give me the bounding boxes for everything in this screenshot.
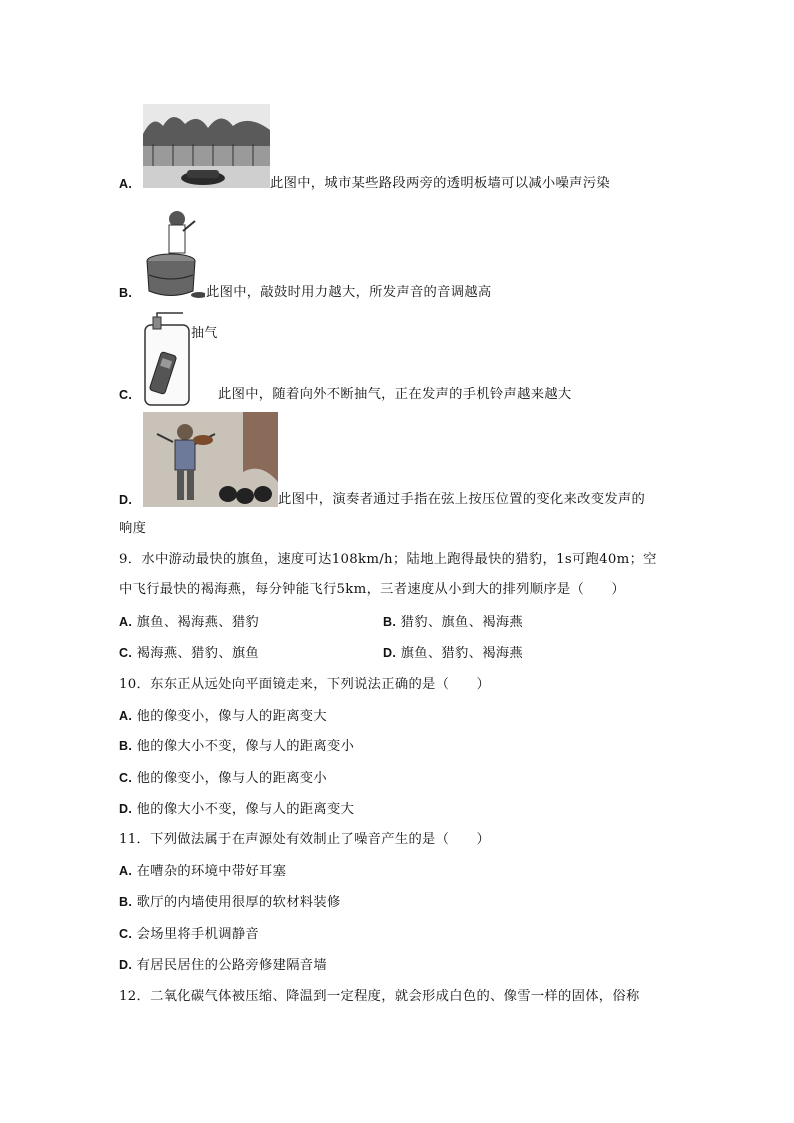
option-a-text: 此图中，城市某些路段两旁的透明板墙可以减小噪声污染	[270, 176, 610, 191]
bell-jar-caption: 抽气	[191, 326, 218, 341]
q11-option-a: 在嘈杂的环境中带好耳塞	[136, 864, 287, 879]
option-label: C.	[119, 388, 133, 402]
option-label: C.	[119, 771, 133, 785]
q9-option-b: 猎豹、旗鱼、褐海燕	[400, 615, 524, 630]
option-label: A.	[119, 615, 133, 629]
option-d-text: 此图中，演奏者通过手指在弦上按压位置的变化来改变发声的	[278, 492, 646, 507]
option-label: B.	[383, 615, 397, 629]
q10-option-d: 他的像大小不变，像与人的距离变大	[136, 802, 355, 817]
q11-option-c: 会场里将手机调静音	[136, 927, 260, 942]
question-11-stem: 11．下列做法属于在声源处有效制止了噪音产生的是（ ）	[119, 832, 491, 847]
option-label: B.	[119, 739, 133, 753]
option-d-text-cont: 响度	[119, 521, 147, 536]
option-label: A.	[119, 709, 133, 723]
question-9-line1: 9．水中游动最快的旗鱼，速度可达108km/h；陆地上跑得最快的猎豹，1s可跑40m；空	[119, 552, 657, 567]
option-label: C.	[119, 646, 133, 660]
question-12-line1: 12．二氧化碳气体被压缩、降温到一定程度，就会形成白色的、像雪一样的固体，俗称	[119, 989, 640, 1004]
option-label: B.	[119, 286, 133, 300]
option-label: B.	[119, 895, 133, 909]
q9-option-c: 褐海燕、猎豹、旗鱼	[136, 646, 260, 661]
option-label: D.	[119, 493, 133, 507]
q10-option-b: 他的像大小不变，像与人的距离变小	[136, 739, 355, 754]
q11-option-d: 有居民居住的公路旁修建隔音墙	[136, 958, 327, 973]
q9-option-a: 旗鱼、褐海燕、猎豹	[136, 615, 260, 630]
option-label: C.	[119, 927, 133, 941]
q11-option-b: 歌厅的内墙使用很厚的软材料装修	[136, 895, 341, 910]
violinist-stage-illustration	[143, 412, 278, 507]
question-10-stem: 10．东东正从远处向平面镜走来，下列说法正确的是（ ）	[119, 677, 491, 692]
bell-jar-phone-illustration	[143, 311, 191, 406]
q10-option-c: 他的像变小，像与人的距离变小	[136, 771, 327, 786]
option-c-text: 此图中，随着向外不断抽气，正在发声的手机铃声越来越大	[218, 387, 572, 402]
option-label: A.	[119, 864, 133, 878]
option-label: D.	[119, 958, 133, 972]
question-9-line2: 中飞行最快的褐海燕，每分钟能飞行5km，三者速度从小到大的排列顺序是（ ）	[119, 582, 625, 597]
road-sound-barrier-photo	[143, 104, 270, 188]
option-label: A.	[119, 177, 133, 191]
drum-player-illustration	[143, 205, 205, 300]
option-label: D.	[119, 802, 133, 816]
q9-option-d: 旗鱼、猎豹、褐海燕	[400, 646, 524, 661]
option-label: D.	[383, 646, 397, 660]
option-b-text: 此图中，敲鼓时用力越大，所发声音的音调越高	[206, 285, 492, 300]
q10-option-a: 他的像变小，像与人的距离变大	[136, 709, 327, 724]
